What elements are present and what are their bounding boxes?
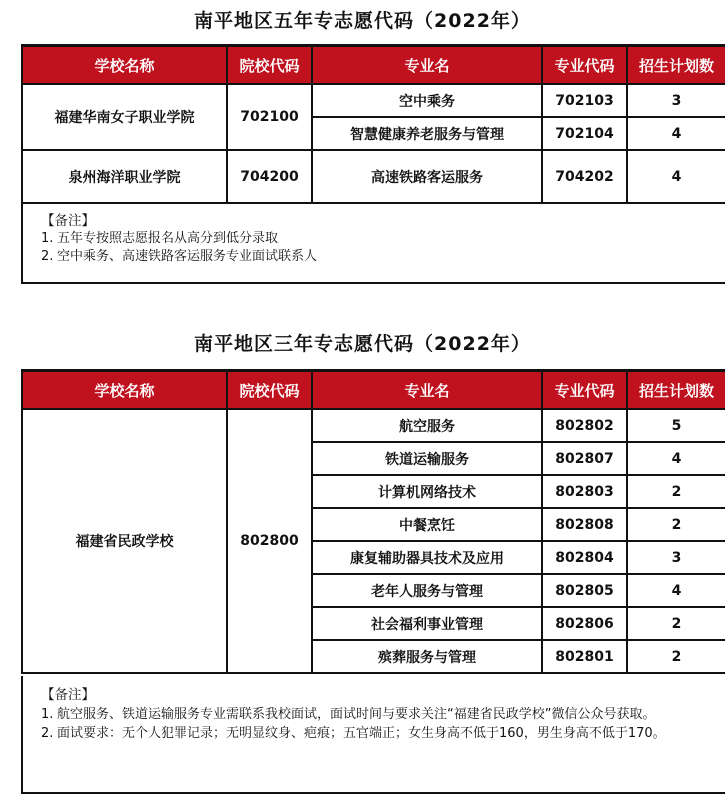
header-school-code: 院校代码 [227,46,312,85]
school-name-cell: 福建省民政学校 [22,409,227,673]
note-item [41,230,717,248]
five-year-notes [21,204,725,284]
plan-count-cell: 2 [627,475,725,508]
plan-count-cell: 4 [627,574,725,607]
major-name-cell: 老年人服务与管理 [312,574,542,607]
plan-count-cell: 4 [627,442,725,475]
table-row [22,409,725,442]
note-item [41,705,717,724]
header-plan-count: 招生计划数 [627,46,725,85]
note-item [41,724,717,743]
header-major-name: 专业名 [312,371,542,410]
header-school-name: 学校名称 [22,371,227,410]
note-text: 航空服务、铁道运输服务专业需联系我校面试，面试时间与要求关注“福建省民政学校”微信公众号获取。 [57,707,656,722]
major-name-cell: 社会福利事业管理 [312,607,542,640]
section2-title: 南平地区三年专志愿代码（2022年） [194,333,531,355]
plan-count-cell: 4 [627,117,725,150]
three-year-table [21,369,725,674]
plan-count-cell: 2 [627,607,725,640]
major-code-cell: 704202 [542,150,627,203]
major-name-cell: 高速铁路客运服务 [312,150,542,203]
major-name-cell: 航空服务 [312,409,542,442]
note-text: 面试要求：无个人犯罪记录；无明显纹身、疤痕；五官端正；女生身高不低于160，男生身高不低于170。 [57,726,666,741]
five-year-table [21,44,725,204]
school-code-cell: 802800 [227,409,312,673]
plan-count-cell: 2 [627,508,725,541]
major-code-cell: 702104 [542,117,627,150]
plan-count-cell: 2 [627,640,725,673]
note-number: 2. [41,249,54,264]
major-code-cell: 802801 [542,640,627,673]
major-name-cell: 铁道运输服务 [312,442,542,475]
major-code-cell: 802806 [542,607,627,640]
three-year-notes [21,676,725,794]
note-number: 2. [41,726,54,741]
table-row [22,84,725,117]
table-header-row [22,371,725,410]
header-plan-count: 招生计划数 [627,371,725,410]
school-code-cell: 704200 [227,150,312,203]
major-name-cell: 空中乘务 [312,84,542,117]
major-name-cell: 计算机网络技术 [312,475,542,508]
notes-heading: 【备注】 [41,687,95,703]
major-code-cell: 802805 [542,574,627,607]
plan-count-cell: 3 [627,84,725,117]
header-major-name: 专业名 [312,46,542,85]
school-name-cell: 福建华南女子职业学院 [22,84,227,150]
note-text: 五年专按照志愿报名从高分到低分录取 [57,231,279,246]
table-row [22,150,725,203]
table-header-row [22,46,725,85]
notes-heading: 【备注】 [41,213,95,229]
school-code-cell: 702100 [227,84,312,150]
note-text: 空中乘务、高速铁路客运服务专业面试联系人 [57,249,318,264]
major-name-cell: 中餐烹饪 [312,508,542,541]
major-code-cell: 802802 [542,409,627,442]
note-item [41,248,717,266]
major-code-cell: 802803 [542,475,627,508]
major-name-cell: 康复辅助器具技术及应用 [312,541,542,574]
school-name-cell: 泉州海洋职业学院 [22,150,227,203]
header-school-name: 学校名称 [22,46,227,85]
plan-count-cell: 5 [627,409,725,442]
section1-title: 南平地区五年专志愿代码（2022年） [194,10,531,32]
note-number: 1. [41,707,54,722]
major-code-cell: 702103 [542,84,627,117]
major-name-cell: 殡葬服务与管理 [312,640,542,673]
header-major-code: 专业代码 [542,46,627,85]
major-code-cell: 802804 [542,541,627,574]
plan-count-cell: 3 [627,541,725,574]
plan-count-cell: 4 [627,150,725,203]
major-code-cell: 802807 [542,442,627,475]
major-code-cell: 802808 [542,508,627,541]
major-name-cell: 智慧健康养老服务与管理 [312,117,542,150]
header-major-code: 专业代码 [542,371,627,410]
note-number: 1. [41,231,54,246]
header-school-code: 院校代码 [227,371,312,410]
